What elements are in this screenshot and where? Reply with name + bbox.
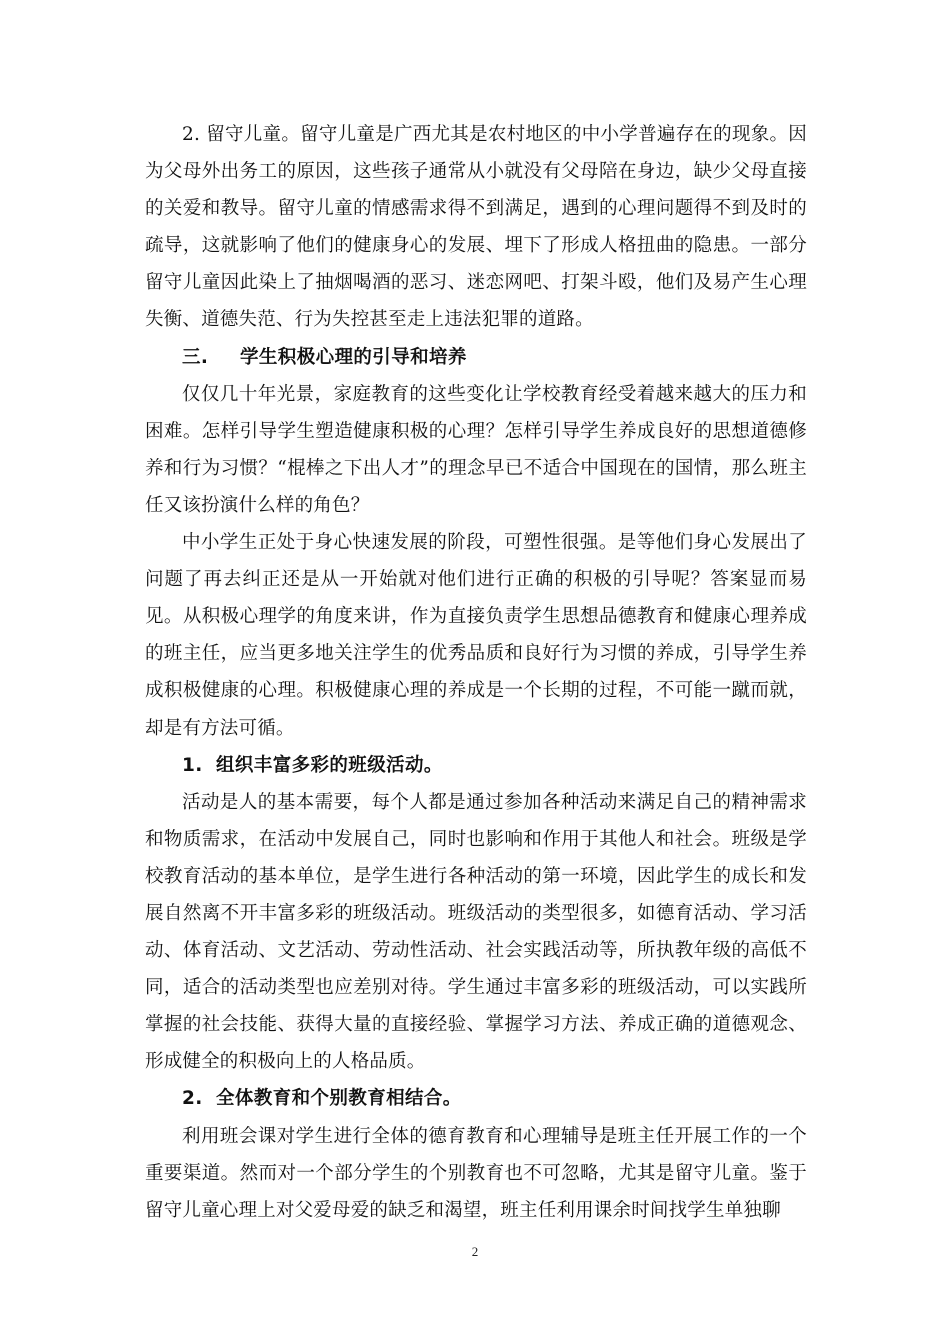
- subheading-number: 1.: [182, 754, 203, 776]
- subheading-title: 组织丰富多彩的班级活动。: [216, 754, 443, 776]
- page-number: 2: [471, 1244, 479, 1259]
- section-title: 学生积极心理的引导和培养: [240, 346, 467, 368]
- paragraph-individual-education: 利用班会课对学生进行全体的德育教育和心理辅导是班主任开展工作的一个重要渠道。然而对一个部分学生的个别教育也不可忽略，尤其是留守儿童。鉴于留守儿童心理上对父爱母爱的缺乏和渴望，班主任利用课余时间找学生单独聊: [145, 1125, 807, 1221]
- subheading-group-individual-education: [145, 1080, 807, 1117]
- subheading-class-activities: [145, 747, 807, 784]
- document-body: [145, 116, 807, 1229]
- paragraph-family-education-pressure: 仅仅几十年光景，家庭教育的这些变化让学校教育经受着越来越大的压力和困难。怎样引导学生塑造健康积极的心理？怎样引导学生养成良好的思想道德修养和行为习惯？“棍棒之下出人才”的理念早已不适合中国现在的国情，那么班主任又该扮演什么样的角色？: [145, 383, 807, 516]
- subheading-number: 2.: [182, 1088, 203, 1110]
- paragraph-positive-guidance: 中小学生正处于身心快速发展的阶段，可塑性很强。是等他们身心发展出了问题了再去纠正还是从一开始就对他们进行正确的积极的引导呢？答案显而易见。从积极心理学的角度来讲，作为直接负责学生思想品德教育和健康心理养成的班主任，应当更多地关注学生的优秀品质和良好行为习惯的养成，引导学生养成积极健康的心理。积极健康心理的养成是一个长期的过程，不可能一蹴而就，却是有方法可循。: [145, 532, 807, 739]
- subheading-title: 全体教育和个别教育相结合。: [216, 1088, 462, 1110]
- section-number: 三.: [182, 346, 209, 368]
- paragraph-class-activities: 活动是人的基本需要，每个人都是通过参加各种活动来满足自己的精神需求和物质需求，在活动中发展自己，同时也影响和作用于其他人和社会。班级是学校教育活动的基本单位，是学生进行各种活动的第一环境，因此学生的成长和发展自然离不开丰富多彩的班级活动。班级活动的类型很多，如德育活动、学习活动、体育活动、文艺活动、劳动性活动、社会实践活动等，所执教年级的高低不同，适合的活动类型也应差别对待。学生通过丰富多彩的班级活动，可以实践所掌握的社会技能、获得大量的直接经验、掌握学习方法、养成正确的道德观念、形成健全的积极向上的人格品质。: [145, 791, 807, 1073]
- section-heading-three: [145, 339, 807, 376]
- paragraph-left-behind-children: 2. 留守儿童。留守儿童是广西尤其是农村地区的中小学普遍存在的现象。因为父母外出务工的原因，这些孩子通常从小就没有父母陪在身边，缺少父母直接的关爱和教导。留守儿童的情感需求得不到满足，遇到的心理问题得不到及时的疏导，这就影响了他们的健康身心的发展、埋下了形成人格扭曲的隐患。一部分留守儿童因此染上了抽烟喝酒的恶习、迷恋网吧、打架斗殴，他们及易产生心理失衡、道德失范、行为失控甚至走上违法犯罪的道路。: [145, 124, 807, 331]
